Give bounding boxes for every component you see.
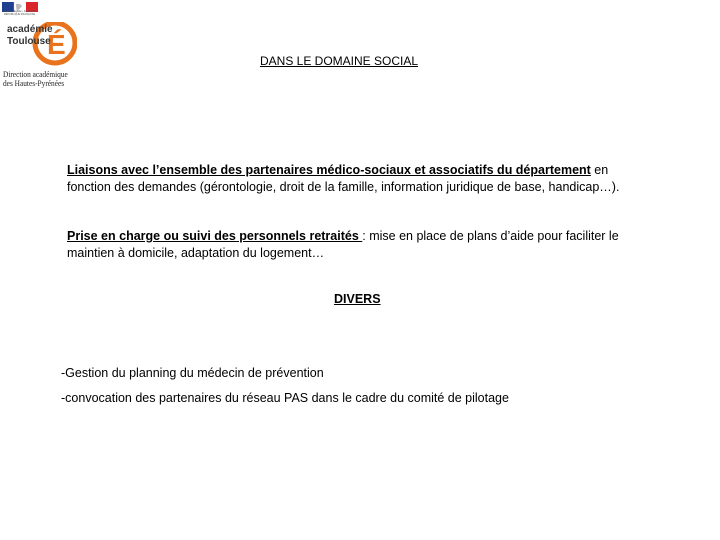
svg-text:É: É bbox=[47, 29, 66, 60]
list-item: -Gestion du planning du médecin de prévention bbox=[61, 366, 324, 380]
direction-line-1: Direction académique bbox=[3, 70, 68, 79]
direction-line-2: des Hautes-Pyrénées bbox=[3, 79, 65, 88]
paragraph-retraites-lead: Prise en charge ou suivi des personnels retraités bbox=[67, 229, 363, 243]
paragraph-liaisons-lead: Liaisons avec l’ensemble des partenaires médico-sociaux et associatifs du département bbox=[67, 163, 591, 177]
list-item: -convocation des partenaires du réseau PAS dans le cadre du comité de pilotage bbox=[61, 391, 509, 405]
paragraph-retraites-text: : mise en place de plans d’aide pour faciliter le maintien à domicile, adaptation du logement… bbox=[67, 229, 619, 260]
paragraph-liaisons-text: en fonction des demandes (gérontologie, droit de la famille, information juridique de base, handicap…). bbox=[67, 163, 620, 194]
academie-toulouse-logo bbox=[3, 16, 77, 68]
section-heading-divers: DIVERS bbox=[334, 292, 381, 306]
paragraph-retraites bbox=[67, 228, 637, 262]
academie-word: académie bbox=[7, 24, 53, 35]
direction-label bbox=[3, 70, 73, 88]
paragraph-liaisons bbox=[67, 162, 637, 196]
logo-block bbox=[0, 0, 80, 90]
academie-city: Toulouse bbox=[7, 36, 51, 47]
gov-motto: Liberté • Égalité • Fraternité RÉPUBLIQUE FRANÇAISE bbox=[4, 10, 36, 16]
page-title: DANS LE DOMAINE SOCIAL bbox=[260, 54, 419, 68]
